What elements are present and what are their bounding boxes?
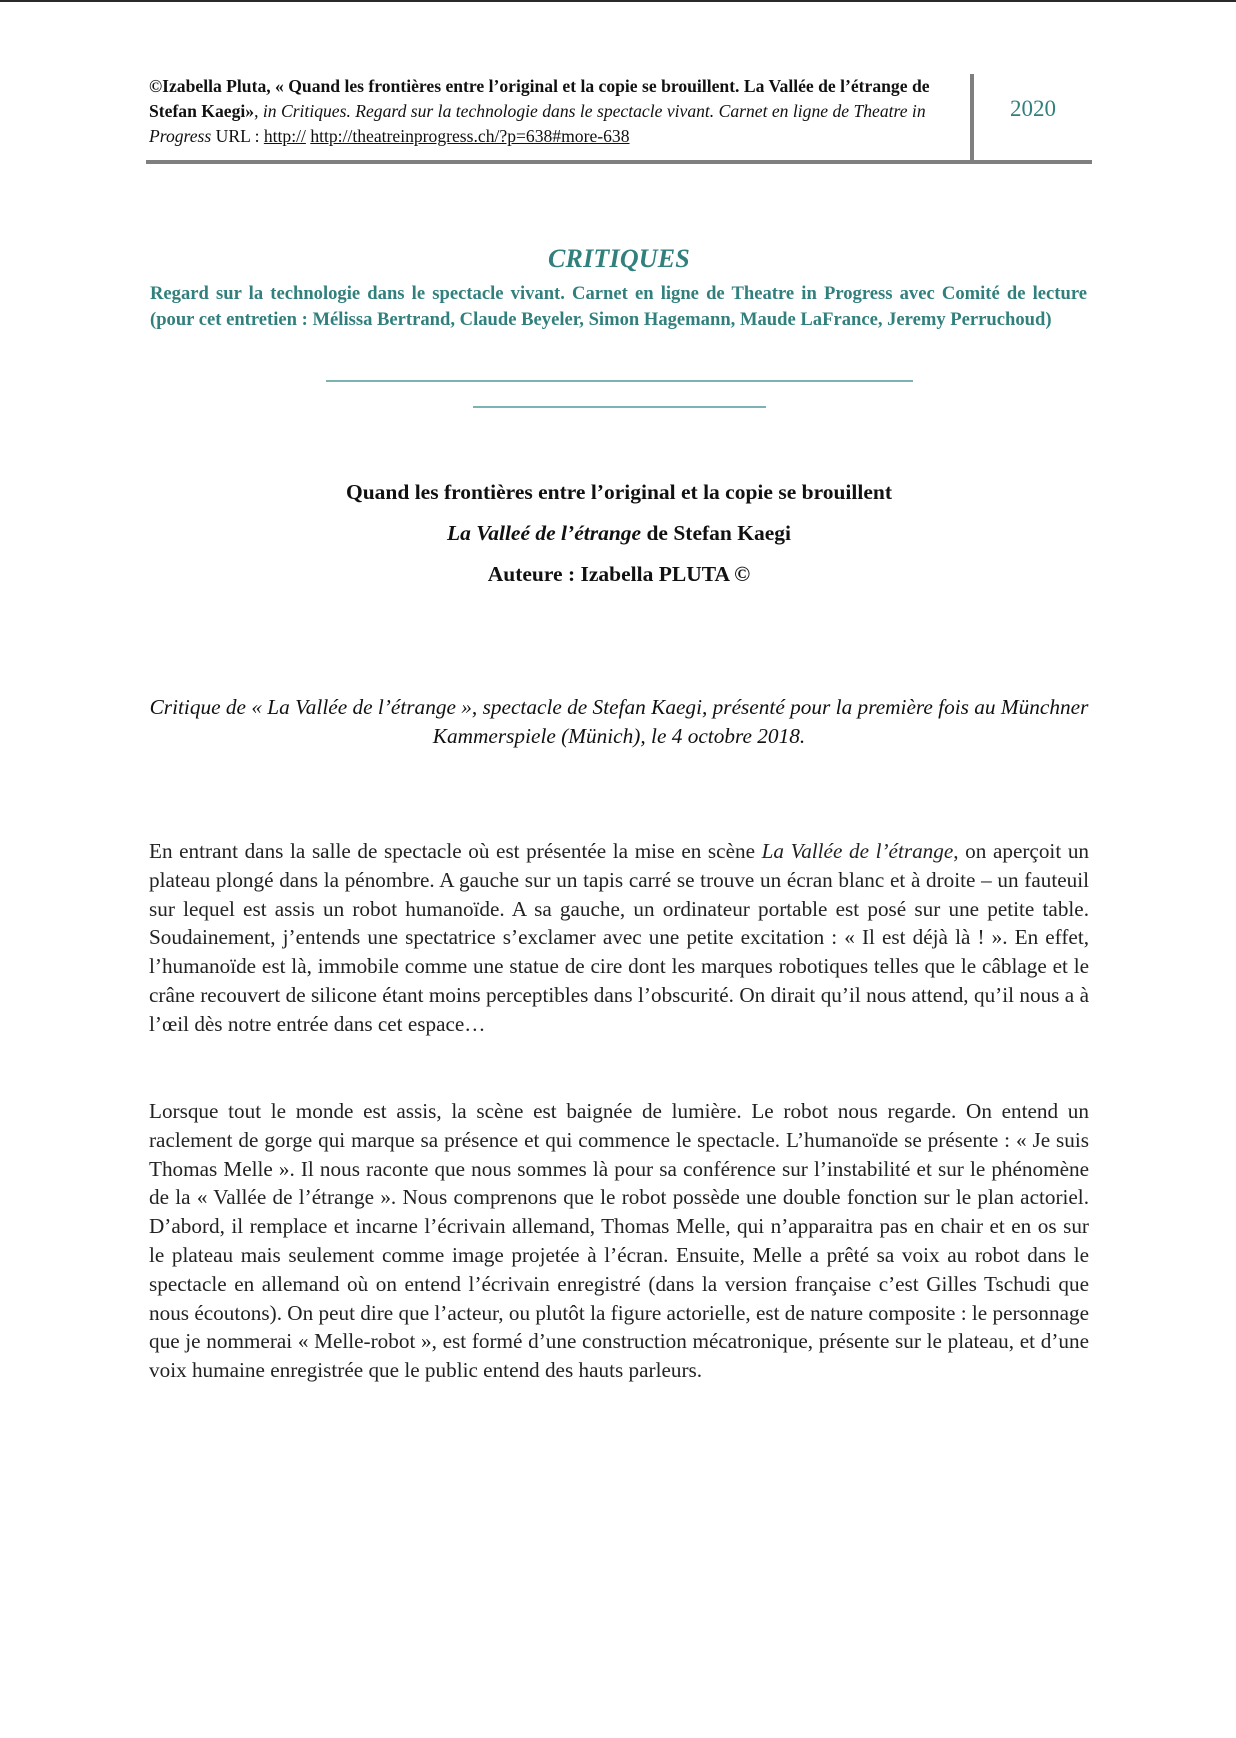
citation-text	[149, 74, 969, 149]
subtitle-author: de Stefan Kaegi	[641, 521, 791, 545]
body-paragraph-2: Lorsque tout le monde est assis, la scène est baignée de lumière. Le robot nous regarde. On entend un raclement de gorge qui marque sa présence et qui commence le spectacle. L’humanoïde se présente : « Je suis Thomas Melle ». Il nous raconte que nous sommes là pour sa conférence sur l’instabilité et sur le phénomène de la « Vallée de l’étrange ». Nous comprenons que le robot possède une double fonction sur le plan actoriel. D’abord, il remplace et incarne l’écrivain allemand, Thomas Melle, qui n’apparaitra pas en chair et en os sur le plateau mais seulement comme image projetée à l’écran. Ensuite, Melle a prêté sa voix au robot dans le spectacle en allemand où on entend l’écrivain enregistré (dans la version française c’est Gilles Tschudi que nous écoutons). On peut dire que l’acteur, ou plutôt la figure actorielle, est de nature composite : le personnage que je nommerai « Melle-robot », est formé d’une construction mécatronique, présente sur le plateau, et d’une voix humaine enregistrée que le public entend des hauts parleurs.	[149, 1099, 1089, 1383]
paragraph-text: En entrant dans la salle de spectacle où est présentée la mise en scène	[149, 839, 762, 863]
article-intro: Critique de « La Vallée de l’étrange », spectacle de Stefan Kaegi, présenté pour la première fois au Münchner Kammerspiele (Münich), le 4 octobre 2018.	[149, 695, 1089, 748]
url-link[interactable]: http://theatreinprogress.ch/?p=638#more-638	[310, 126, 630, 146]
page-top-border	[0, 0, 1236, 2]
decorative-rule-short	[473, 406, 766, 408]
body-paragraph-1	[149, 837, 1089, 1039]
url-label: URL :	[211, 126, 264, 146]
play-title-inline: La Vallée de l’étrange	[761, 839, 954, 863]
url-prefix-link[interactable]: http://	[263, 126, 306, 146]
section-title: CRITIQUES	[548, 244, 690, 273]
citation-separator: ,	[254, 101, 263, 121]
article-title: Quand les frontières entre l’original et la copie se brouillent	[345, 480, 893, 504]
header-bottom-rule	[146, 160, 1092, 164]
decorative-rule-long	[326, 380, 913, 382]
paragraph-text: , on aperçoit un plateau plongé dans la pénombre. A gauche sur un tapis carré se trouve un écran blanc et à droite – un fauteuil sur lequel est assis un robot humanoïde. A sa gauche, un ordinateur portable est posé sur une petite table. Soudainement, j’entends une spectatrice s’exclamer avec une petite excitation : « Il est déjà là ! ». En effet, l’humanoïde est là, immobile comme une statue de cire dont les marques robotiques telles que le câblage et le crâne recouvert de silicone étant moins perceptibles dans l’obscurité. On dirait qu’il nous attend, qu’il nous a à l’œil dès notre entrée dans cet espace…	[149, 839, 1090, 1036]
article-heading	[146, 472, 1092, 595]
citation-bold: ©Izabella Pluta, « Quand les frontières entre l’original et la copie se brouillent. La Vallée de l’étrange de Stefan Kaegi»	[149, 76, 930, 121]
play-title: La Valleé de l’étrange	[447, 521, 642, 545]
section-description: Regard sur la technologie dans le spectacle vivant. Carnet en ligne de Theatre in Progress avec Comité de lecture (pour cet entretien : Mélissa Bertrand, Claude Beyeler, Simon Hagemann, Maude LaFrance, Jeremy Perruchoud)	[150, 283, 1087, 330]
citation-header	[146, 72, 1092, 164]
article-author: Auteure : Izabella PLUTA ©	[487, 562, 751, 586]
article-subtitle	[146, 513, 1092, 554]
citation-italic: in Critiques. Regard sur la technologie dans le spectacle vivant. Carnet en ligne de Theatre in Progress	[149, 101, 926, 146]
header-year: 2020	[1010, 96, 1056, 121]
